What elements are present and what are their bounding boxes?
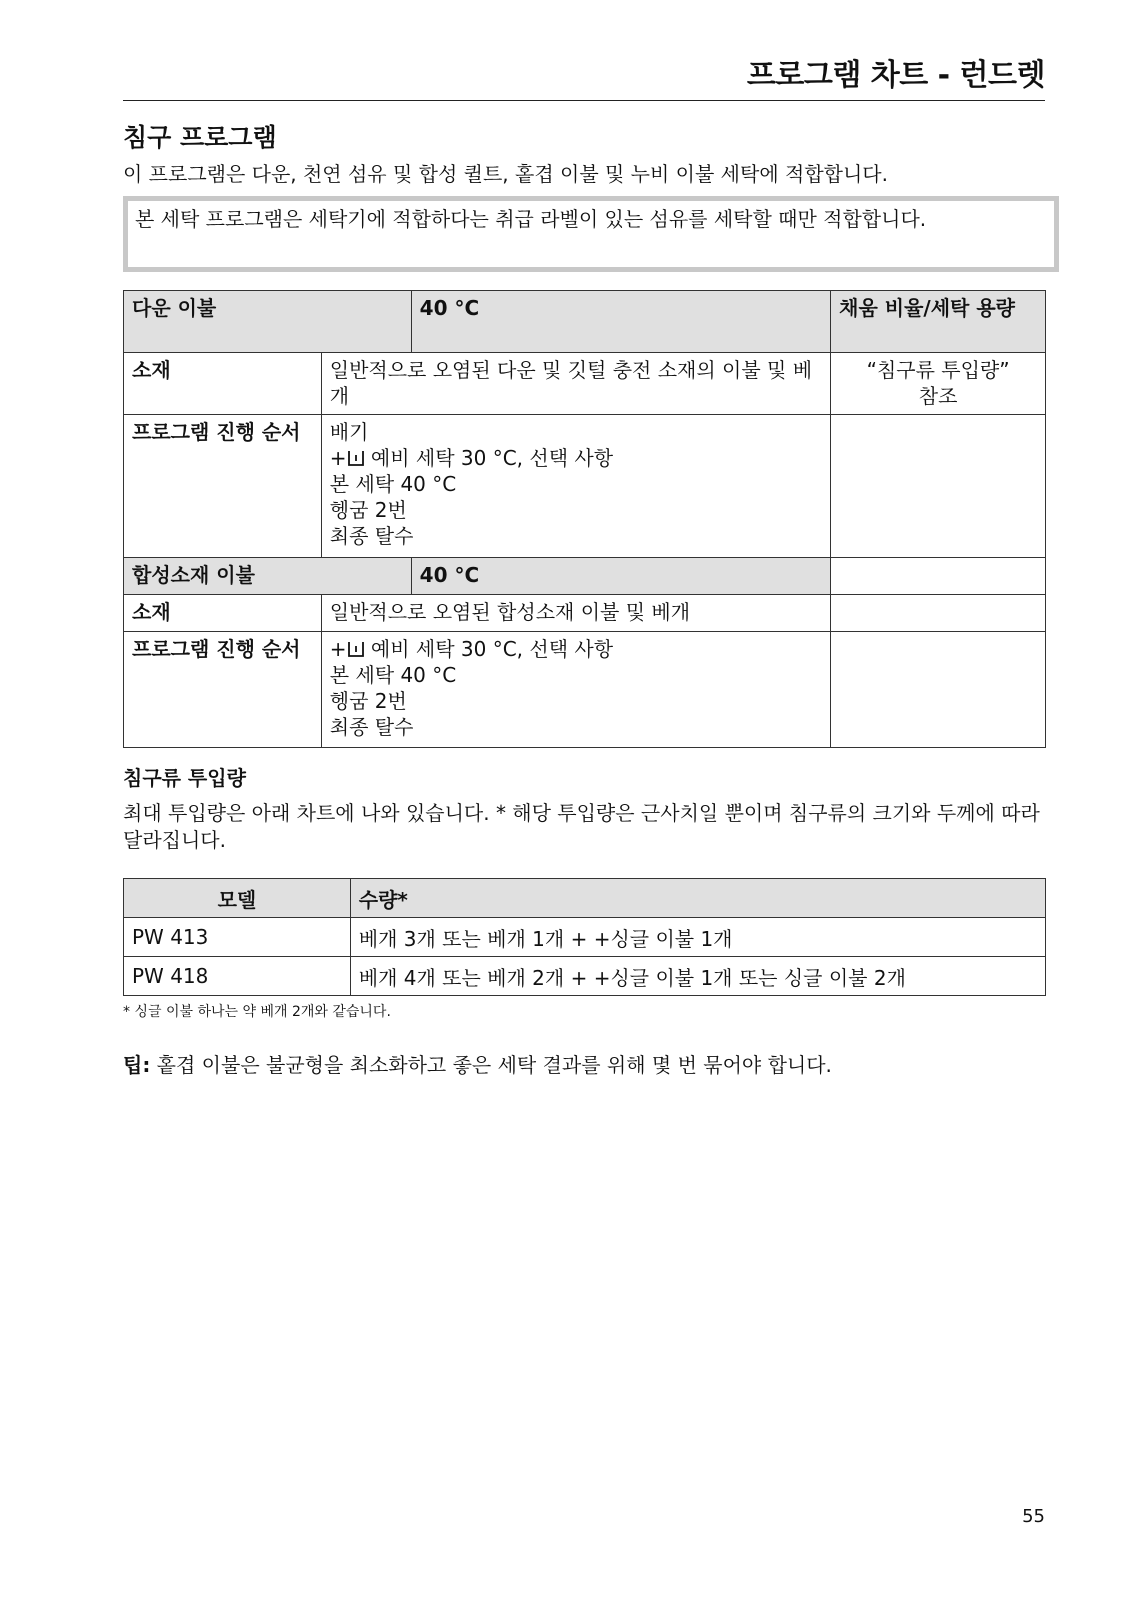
down-program-name: 다운 이불 xyxy=(124,291,412,353)
notice-text: 본 세탁 프로그램은 세탁기에 적합하다는 취급 라벨이 있는 섬유를 세탁할 때만 적합합니다. xyxy=(135,207,927,231)
load-section-text: 최대 투입량은 아래 차트에 나와 있습니다. * 해당 투입량은 근사치일 뿐이며 침구류의 크기와 두께에 따라 달라집니다. xyxy=(123,801,1040,852)
col-qty-header: 수량* xyxy=(350,879,1045,918)
down-material-label: 소재 xyxy=(124,353,322,415)
prewash-tub-icon xyxy=(347,640,365,658)
down-step-2-text: 예비 세탁 30 °C, 선택 사항 xyxy=(370,446,614,470)
synthetic-sequence-label: 프로그램 진행 순서 xyxy=(124,632,322,748)
empty-cell xyxy=(831,415,1046,558)
down-sequence-row xyxy=(124,415,1046,558)
down-material-text: 일반적으로 오염된 다운 및 깃털 충전 소재의 이불 및 베개 xyxy=(321,353,830,415)
page-header-title: 프로그램 차트 - 런드렛 xyxy=(746,58,1045,93)
down-step-5: 최종 탈수 xyxy=(329,524,414,548)
fill-ratio-header: 채움 비율/세탁 용량 xyxy=(831,291,1046,353)
synthetic-step-2: 본 세탁 40 °C xyxy=(329,663,457,687)
fill-ratio-ref-line1: “침구류 투입량” xyxy=(866,358,1010,382)
fill-ratio-ref-line2: 참조 xyxy=(918,384,958,408)
section-title: 침구 프로그램 xyxy=(123,123,277,152)
down-step-4: 헹굼 2번 xyxy=(329,498,407,522)
down-header-row xyxy=(124,291,1046,353)
down-program-temp: 40 °C xyxy=(411,291,831,353)
synthetic-material-label: 소재 xyxy=(124,595,322,632)
table-row xyxy=(124,918,1046,957)
synthetic-step-4: 최종 탈수 xyxy=(329,715,414,739)
synthetic-material-text: 일반적으로 오염된 합성소재 이불 및 베개 xyxy=(321,595,830,632)
section-intro: 이 프로그램은 다운, 천연 섬유 및 합성 퀼트, 홑겹 이불 및 누비 이불 세탁에 적합합니다. xyxy=(123,162,888,186)
synthetic-step-1-prefix: + xyxy=(329,637,347,661)
footnote: * 싱글 이불 하나는 약 베개 2개와 같습니다. xyxy=(123,1004,391,1020)
page-header xyxy=(123,52,1045,101)
down-sequence-label: 프로그램 진행 순서 xyxy=(124,415,322,558)
model-table xyxy=(123,878,1046,996)
empty-cell xyxy=(831,595,1046,632)
qty-cell: 베개 3개 또는 베개 1개 + +싱글 이불 1개 xyxy=(350,918,1045,957)
synthetic-step-1-text: 예비 세탁 30 °C, 선택 사항 xyxy=(370,637,614,661)
synthetic-sequence-row xyxy=(124,632,1046,748)
synthetic-material-row xyxy=(124,595,1046,632)
model-cell: PW 413 xyxy=(124,918,351,957)
prewash-tub-icon xyxy=(347,449,365,467)
down-step-3: 본 세탁 40 °C xyxy=(329,472,457,496)
synthetic-step-1 xyxy=(330,636,822,662)
synthetic-program-temp: 40 °C xyxy=(411,558,831,595)
down-step-1: 배기 xyxy=(329,420,369,444)
table-row xyxy=(124,957,1046,996)
tip xyxy=(123,1049,832,1078)
model-table-header xyxy=(124,879,1046,918)
tip-label: 팁: xyxy=(123,1053,151,1077)
load-section-title: 침구류 투입량 xyxy=(123,766,246,790)
synthetic-program-name: 합성소재 이불 xyxy=(124,558,412,595)
synthetic-sequence-steps xyxy=(321,632,830,748)
page-number: 55 xyxy=(1022,1506,1045,1527)
empty-cell xyxy=(831,632,1046,748)
empty-cell xyxy=(831,558,1046,595)
down-step-2 xyxy=(330,445,822,471)
synthetic-header-row xyxy=(124,558,1046,595)
down-sequence-steps xyxy=(321,415,830,558)
synthetic-step-3: 헹굼 2번 xyxy=(329,689,407,713)
down-material-row xyxy=(124,353,1046,415)
down-step-2-prefix: + xyxy=(329,446,347,470)
qty-cell: 베개 4개 또는 베개 2개 + +싱글 이불 1개 또는 싱글 이불 2개 xyxy=(350,957,1045,996)
notice-box xyxy=(123,196,1059,272)
program-table xyxy=(123,290,1046,748)
col-model-header: 모델 xyxy=(124,879,351,918)
fill-ratio-reference xyxy=(831,353,1046,415)
tip-text: 홑겹 이불은 불균형을 최소화하고 좋은 세탁 결과를 위해 몇 번 묶어야 합니다. xyxy=(150,1053,832,1077)
model-cell: PW 418 xyxy=(124,957,351,996)
